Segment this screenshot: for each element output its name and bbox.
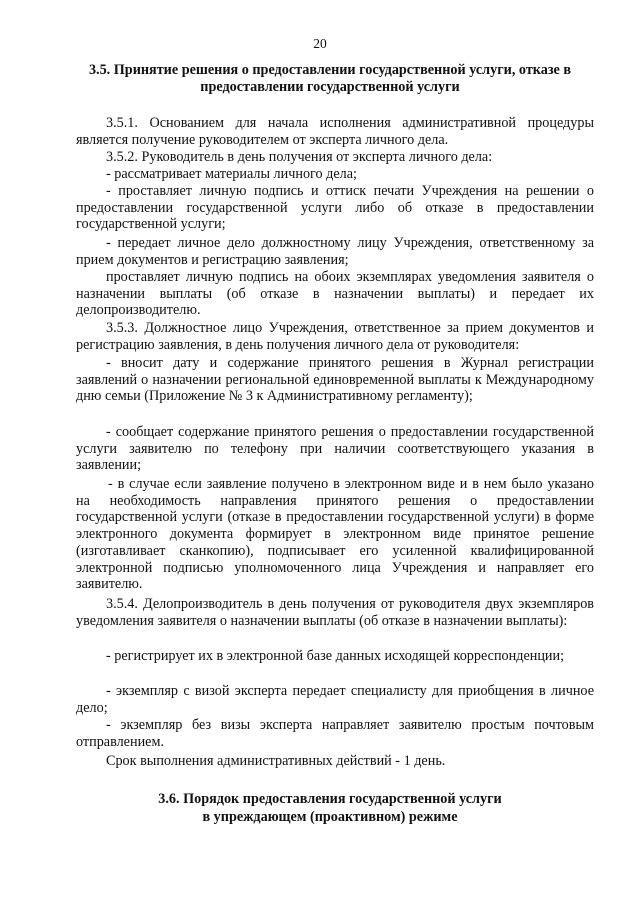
list-item: проставляет личную подпись на обоих экземплярах уведомления заявителя о назначении выплаты (об отказе в назначении выплаты) и передает их делопроизводителю. [76, 269, 594, 319]
deadline-text: Срок выполнения административных действий - 1 день. [106, 753, 446, 769]
list-item: - сообщает содержание принятого решения о предоставлении государственной услуги заявителю по телефону при наличии соответствующего указания в заявлении; [76, 424, 594, 474]
list-item: - экземпляр без визы эксперта направляет заявителю простым почтовым отправлением. [76, 717, 594, 750]
list-item: - в случае если заявление получено в электронном виде и в нем было указано на необходимость направления принятого решения о предоставлении государственной услуги (отказе в предоставлении государственной услуги) в форме электронного документа формирует в электронном виде принятое решение (изготавливает сканкопию), подписывает его усиленной квалифицированной электронной подписью уполномоченного лица Учреждения и направляет его заявителю. [76, 476, 594, 593]
list-item: - экземпляр с визой эксперта передает специалисту для приобщения в личное дело; [76, 683, 594, 716]
list-item: - вносит дату и содержание принятого решения в Журнал регистрации заявлений о назначении региональной единовременной выплаты к Международному дню семьи (Приложение № 3 к Административному регламенту); [76, 355, 594, 405]
list-item: - рассматривает материалы личного дела; [106, 166, 357, 182]
paragraph-3-5-3: 3.5.3. Должностное лицо Учреждения, ответственное за прием документов и регистрацию заявления, в день получения личного дела от руководителя: [76, 320, 594, 353]
section-3-5-title: 3.5. Принятие решения о предоставлении государственной услуги, отказе в предоставлении государственной услуги [88, 62, 572, 95]
list-item: - регистрирует их в электронной базе данных исходящей корреспонденции; [106, 648, 565, 664]
paragraph-3-5-4: 3.5.4. Делопроизводитель в день получения от руководителя двух экземпляров уведомления заявителя о назначении выплаты (об отказе в назначении выплаты): [76, 596, 594, 629]
section-3-6-title-line-2: в упреждающем (проактивном) режиме [202, 809, 458, 825]
list-item: - проставляет личную подпись и оттиск печати Учреждения на решении о предоставлении государственной услуги либо об отказе в предоставлении государственной услуги; [76, 183, 594, 233]
paragraph-3-5-2: 3.5.2. Руководитель в день получения от эксперта личного дела: [106, 149, 493, 165]
section-3-6-title-line-1: 3.6. Порядок предоставления государственной услуги [158, 791, 502, 807]
page-number: 20 [313, 36, 327, 51]
paragraph-3-5-1: 3.5.1. Основанием для начала исполнения административной процедуры является получение руководителем от эксперта личного дела. [76, 115, 594, 148]
list-item: - передает личное дело должностному лицу Учреждения, ответственному за прием документов и регистрацию заявления; [76, 235, 594, 268]
